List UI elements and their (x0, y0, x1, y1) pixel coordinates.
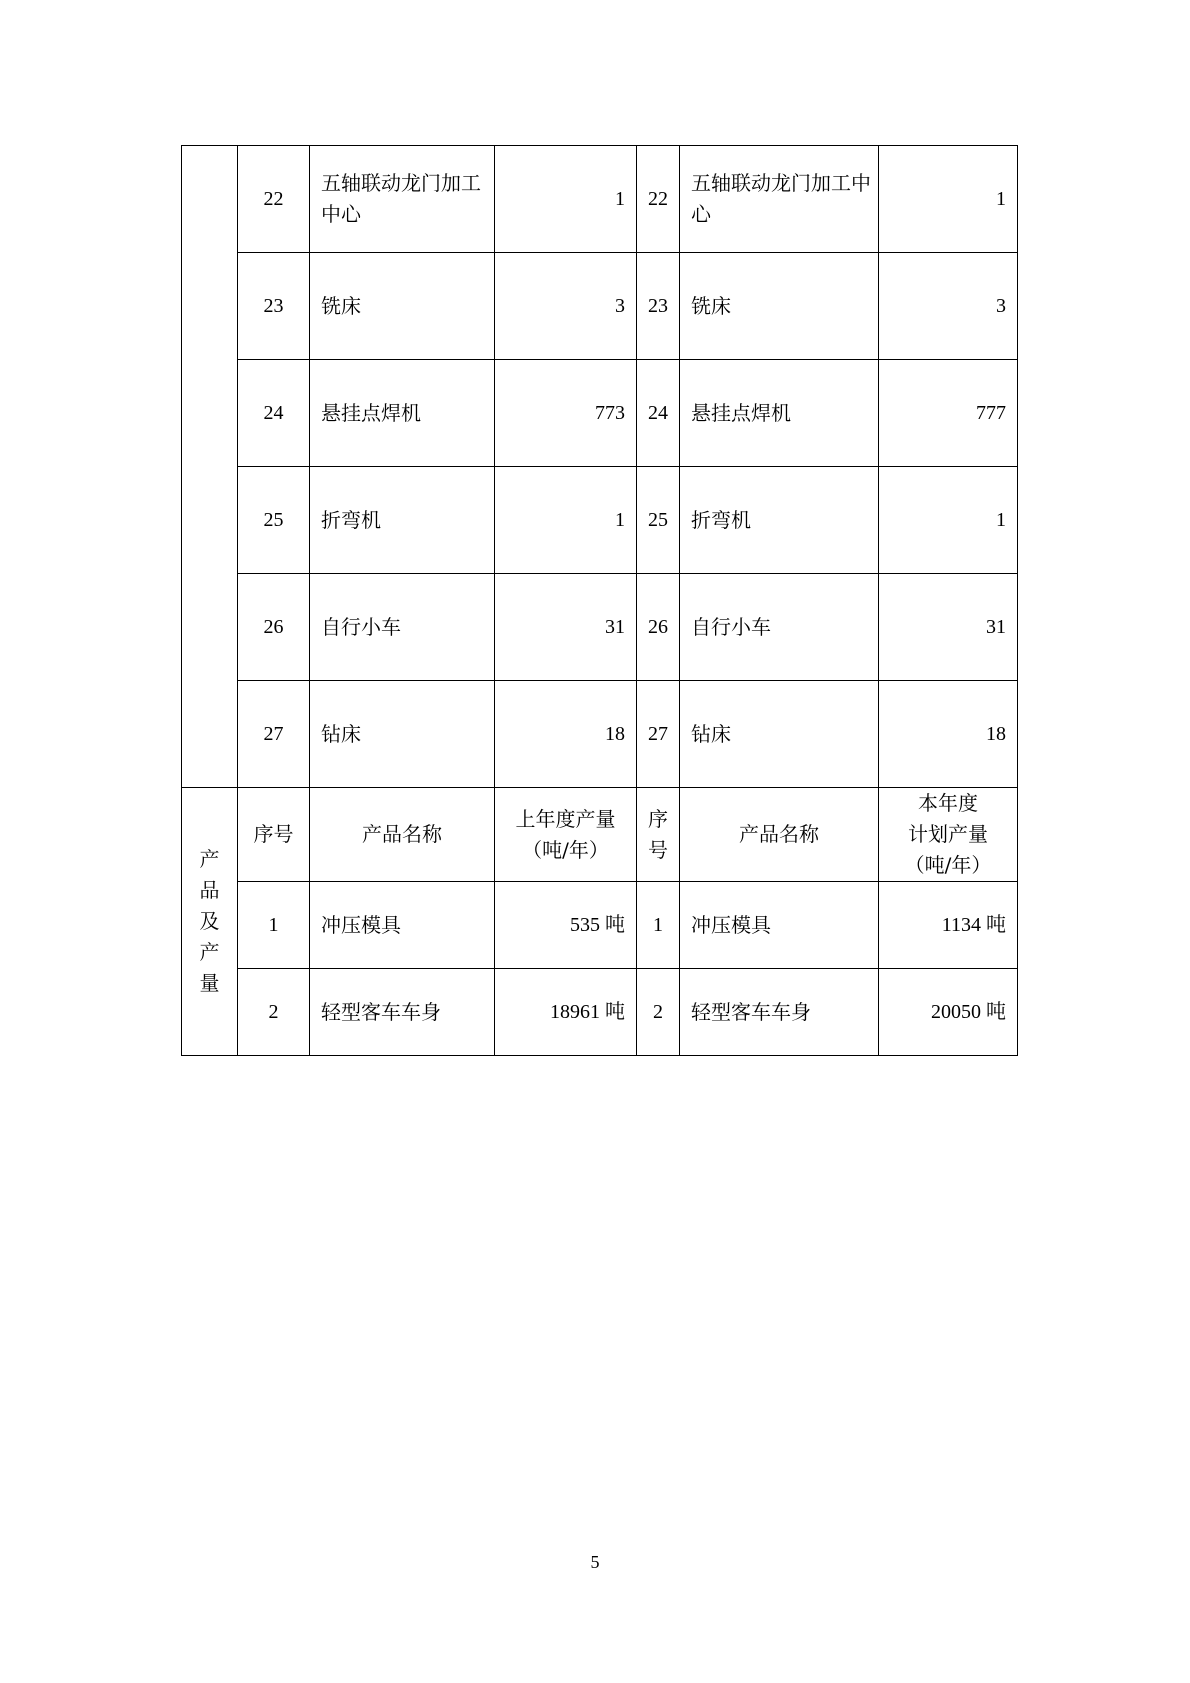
cur-seq-cell: 25 (637, 467, 680, 574)
cur-quantity-cell: 31 (879, 574, 1018, 681)
table-row (182, 360, 1018, 467)
cur-output-cell: 20050 吨 (879, 969, 1018, 1056)
prev-product-name-cell: 冲压模具 (310, 882, 495, 969)
header-prev-output: 上年度产量 （吨/年） (495, 788, 637, 882)
cur-seq-cell: 1 (637, 882, 680, 969)
header-cur-output: 本年度 计划产量 （吨/年） (879, 788, 1018, 882)
prev-output-cell: 18961 吨 (495, 969, 637, 1056)
header-cur-seq: 序 号 (637, 788, 680, 882)
equipment-products-table (181, 145, 1018, 1056)
table-row (182, 681, 1018, 788)
cur-quantity-cell: 18 (879, 681, 1018, 788)
prev-equipment-name-cell: 自行小车 (310, 574, 495, 681)
prev-equipment-name-cell: 折弯机 (310, 467, 495, 574)
table-row (182, 574, 1018, 681)
products-header-row (182, 788, 1018, 882)
prev-quantity-cell: 773 (495, 360, 637, 467)
prev-equipment-name-cell: 悬挂点焊机 (310, 360, 495, 467)
cur-quantity-cell: 3 (879, 253, 1018, 360)
cur-seq-cell: 23 (637, 253, 680, 360)
prev-output-cell: 535 吨 (495, 882, 637, 969)
cur-seq-cell: 22 (637, 146, 680, 253)
prev-seq-cell: 1 (238, 882, 310, 969)
cur-quantity-cell: 1 (879, 467, 1018, 574)
prev-quantity-cell: 1 (495, 146, 637, 253)
prev-seq-cell: 27 (238, 681, 310, 788)
prev-seq-cell: 25 (238, 467, 310, 574)
cur-product-name-cell: 冲压模具 (680, 882, 879, 969)
prev-quantity-cell: 18 (495, 681, 637, 788)
cur-equipment-name-cell: 五轴联动龙门加工中心 (680, 146, 879, 253)
cur-seq-cell: 27 (637, 681, 680, 788)
table-row (182, 253, 1018, 360)
prev-quantity-cell: 1 (495, 467, 637, 574)
cur-seq-cell: 24 (637, 360, 680, 467)
page-number: 5 (590, 1552, 600, 1572)
equipment-section-label-cell (182, 146, 238, 788)
header-prev-seq: 序号 (238, 788, 310, 882)
table-row (182, 969, 1018, 1056)
cur-quantity-cell: 777 (879, 360, 1018, 467)
prev-seq-cell: 23 (238, 253, 310, 360)
prev-equipment-name-cell: 铣床 (310, 253, 495, 360)
cur-equipment-name-cell: 自行小车 (680, 574, 879, 681)
prev-seq-cell: 22 (238, 146, 310, 253)
cur-equipment-name-cell: 折弯机 (680, 467, 879, 574)
cur-output-cell: 1134 吨 (879, 882, 1018, 969)
prev-product-name-cell: 轻型客车车身 (310, 969, 495, 1056)
header-prev-product-name: 产品名称 (310, 788, 495, 882)
header-cur-product-name: 产品名称 (680, 788, 879, 882)
prev-equipment-name-cell: 钻床 (310, 681, 495, 788)
table-row (182, 146, 1018, 253)
prev-seq-cell: 2 (238, 969, 310, 1056)
cur-seq-cell: 26 (637, 574, 680, 681)
prev-seq-cell: 26 (238, 574, 310, 681)
cur-product-name-cell: 轻型客车车身 (680, 969, 879, 1056)
cur-equipment-name-cell: 铣床 (680, 253, 879, 360)
prev-equipment-name-cell: 五轴联动龙门加工中心 (310, 146, 495, 253)
cur-quantity-cell: 1 (879, 146, 1018, 253)
cur-equipment-name-cell: 悬挂点焊机 (680, 360, 879, 467)
products-section-label: 产 品 及 产 量 (182, 788, 238, 1056)
prev-quantity-cell: 3 (495, 253, 637, 360)
cur-seq-cell: 2 (637, 969, 680, 1056)
table-row (182, 467, 1018, 574)
prev-seq-cell: 24 (238, 360, 310, 467)
cur-equipment-name-cell: 钻床 (680, 681, 879, 788)
table-row (182, 882, 1018, 969)
prev-quantity-cell: 31 (495, 574, 637, 681)
